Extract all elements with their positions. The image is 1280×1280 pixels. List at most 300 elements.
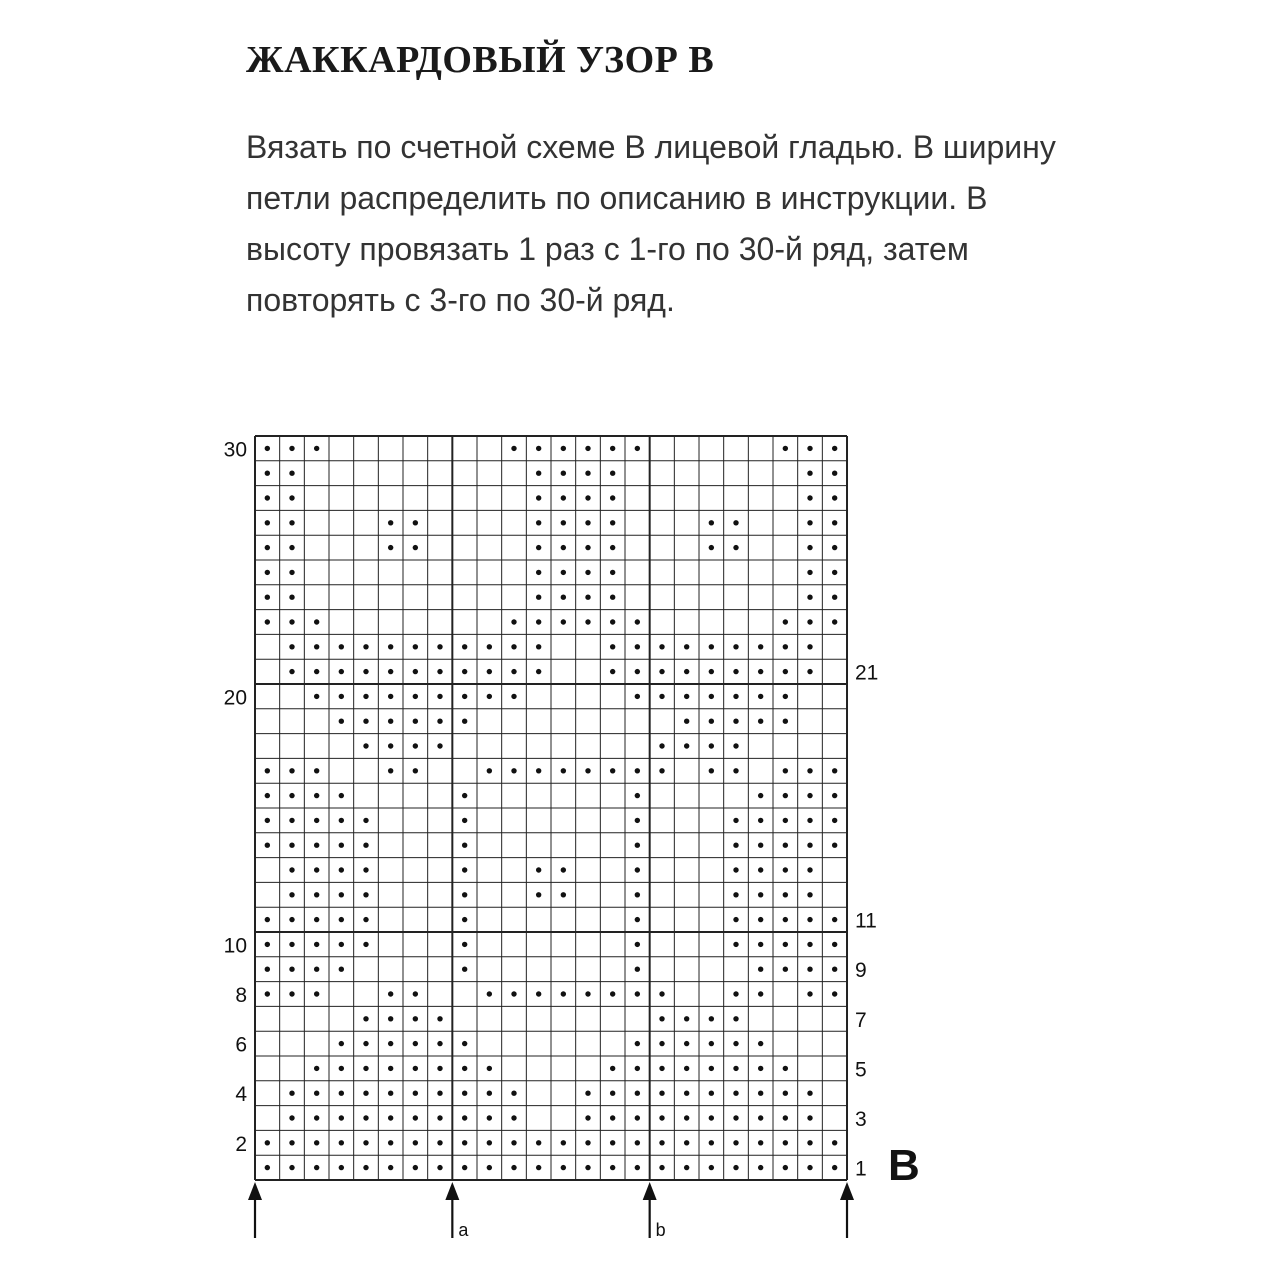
stitch-dot [265, 446, 270, 451]
stitch-dot [709, 1165, 714, 1170]
stitch-dot [635, 619, 640, 624]
stitch-dot [388, 1165, 393, 1170]
stitch-dot [783, 892, 788, 897]
stitch-dot [635, 818, 640, 823]
stitch-dot [635, 892, 640, 897]
stitch-dot [684, 694, 689, 699]
stitch-dot [709, 1115, 714, 1120]
stitch-dot [635, 768, 640, 773]
stitch-dot [289, 942, 294, 947]
stitch-dot [561, 570, 566, 575]
stitch-dot [635, 1041, 640, 1046]
stitch-dot [684, 1115, 689, 1120]
stitch-dot [585, 619, 590, 624]
stitch-dot [783, 1115, 788, 1120]
stitch-dot [733, 719, 738, 724]
stitch-dot [363, 942, 368, 947]
stitch-dot [487, 669, 492, 674]
page-title: ЖАККАРДОВЫЙ УЗОР В [246, 39, 715, 81]
stitch-dot [585, 446, 590, 451]
stitch-dot [733, 545, 738, 550]
stitch-dot [314, 1091, 319, 1096]
stitch-dot [265, 1165, 270, 1170]
stitch-dot [339, 669, 344, 674]
stitch-dot [659, 644, 664, 649]
stitch-dot [388, 768, 393, 773]
stitch-dot [314, 942, 319, 947]
stitch-dot [635, 867, 640, 872]
stitch-dot [684, 1066, 689, 1071]
stitch-dot [511, 669, 516, 674]
stitch-dot [659, 991, 664, 996]
stitch-dot [487, 1066, 492, 1071]
stitch-dot [561, 520, 566, 525]
stitch-dot [388, 1115, 393, 1120]
stitch-dot [487, 768, 492, 773]
stitch-dot [659, 743, 664, 748]
stitch-dot [363, 669, 368, 674]
stitch-dot [462, 793, 467, 798]
stitch-dot [807, 545, 812, 550]
stitch-dot [758, 1140, 763, 1145]
stitch-dot [783, 619, 788, 624]
stitch-dot [807, 892, 812, 897]
repeat-marker-label: a [458, 1220, 469, 1240]
stitch-dot [437, 644, 442, 649]
stitch-dot [314, 967, 319, 972]
stitch-dot [585, 520, 590, 525]
stitch-dot [709, 520, 714, 525]
stitch-dot [659, 694, 664, 699]
stitch-dot [462, 967, 467, 972]
stitch-dot [413, 644, 418, 649]
stitch-dot [339, 1066, 344, 1071]
stitch-dot [363, 1016, 368, 1021]
stitch-dot [511, 446, 516, 451]
row-label-left: 4 [235, 1083, 247, 1107]
stitch-dot [709, 694, 714, 699]
row-label-right: 21 [855, 661, 879, 685]
stitch-dot [585, 768, 590, 773]
stitch-dot [462, 694, 467, 699]
stitch-dot [561, 595, 566, 600]
stitch-dot [758, 991, 763, 996]
stitch-dot [561, 495, 566, 500]
instructions-text: Вязать по счетной схеме В лицевой гладью. В ширину петли распределить по описанию в инструкции. В высоту провязать 1 раз с 1-го по 30-й ряд, затем повторять с 3-го по 30-й ряд. [246, 129, 1056, 318]
stitch-dot [314, 892, 319, 897]
stitch-dot [635, 942, 640, 947]
stitch-dot [413, 991, 418, 996]
stitch-dot [635, 669, 640, 674]
stitch-dot [388, 644, 393, 649]
stitch-dot [511, 694, 516, 699]
stitch-dot [733, 1041, 738, 1046]
stitch-dot [807, 867, 812, 872]
stitch-dot [363, 818, 368, 823]
stitch-dot [832, 1165, 837, 1170]
stitch-dot [585, 1165, 590, 1170]
stitch-dot [487, 991, 492, 996]
stitch-dot [610, 570, 615, 575]
stitch-dot [807, 768, 812, 773]
stitch-dot [413, 545, 418, 550]
stitch-dot [289, 520, 294, 525]
stitch-dot [289, 595, 294, 600]
stitch-dot [561, 471, 566, 476]
stitch-dot [339, 694, 344, 699]
stitch-dot [314, 619, 319, 624]
stitch-dot [733, 917, 738, 922]
stitch-dot [783, 1165, 788, 1170]
stitch-dot [388, 743, 393, 748]
stitch-dot [659, 1165, 664, 1170]
stitch-dot [684, 644, 689, 649]
stitch-dot [536, 1165, 541, 1170]
stitch-dot [462, 917, 467, 922]
stitch-dot [610, 1165, 615, 1170]
stitch-dot [437, 743, 442, 748]
stitch-dot [289, 793, 294, 798]
stitch-dot [289, 1091, 294, 1096]
stitch-dot [783, 644, 788, 649]
stitch-dot [635, 1165, 640, 1170]
stitch-dot [289, 768, 294, 773]
stitch-dot [832, 917, 837, 922]
stitch-dot [783, 843, 788, 848]
stitch-dot [363, 867, 368, 872]
stitch-dot [832, 495, 837, 500]
stitch-dot [314, 446, 319, 451]
stitch-dot [783, 669, 788, 674]
stitch-dot [758, 867, 763, 872]
stitch-dot [339, 867, 344, 872]
stitch-dot [561, 892, 566, 897]
stitch-dot [265, 595, 270, 600]
stitch-dot [832, 471, 837, 476]
stitch-dot [733, 942, 738, 947]
stitch-dot [413, 719, 418, 724]
stitch-dot [462, 719, 467, 724]
stitch-dot [413, 694, 418, 699]
stitch-dot [585, 570, 590, 575]
stitch-dot [807, 1115, 812, 1120]
stitch-dot [265, 793, 270, 798]
stitch-dot [536, 570, 541, 575]
stitch-dot [610, 471, 615, 476]
stitch-dot [437, 1066, 442, 1071]
stitch-dot [536, 595, 541, 600]
stitch-dot [536, 768, 541, 773]
stitch-dot [363, 1041, 368, 1046]
stitch-dot [585, 471, 590, 476]
stitch-dot [610, 545, 615, 550]
stitch-dot [561, 545, 566, 550]
stitch-dot [536, 619, 541, 624]
stitch-dot [462, 644, 467, 649]
stitch-dot [462, 1115, 467, 1120]
stitch-dot [610, 991, 615, 996]
stitch-dot [733, 1066, 738, 1071]
stitch-dot [684, 669, 689, 674]
stitch-dot [807, 595, 812, 600]
stitch-dot [758, 1165, 763, 1170]
stitch-dot [413, 1140, 418, 1145]
stitch-dot [709, 743, 714, 748]
stitch-dot [635, 1091, 640, 1096]
repeat-marker-arrow [445, 1182, 469, 1240]
stitch-dot [807, 942, 812, 947]
stitch-dot [709, 644, 714, 649]
stitch-dot [585, 1115, 590, 1120]
row-label-left: 2 [235, 1132, 247, 1156]
stitch-dot [610, 1091, 615, 1096]
stitch-dot [388, 1041, 393, 1046]
stitch-dot [733, 669, 738, 674]
stitch-dot [511, 1091, 516, 1096]
stitch-dot [832, 768, 837, 773]
stitch-dot [388, 1091, 393, 1096]
stitch-dot [758, 843, 763, 848]
stitch-dot [610, 644, 615, 649]
stitch-dot [659, 1140, 664, 1145]
stitch-dot [289, 644, 294, 649]
stitch-dot [363, 1115, 368, 1120]
row-label-left: 8 [235, 984, 247, 1007]
stitch-dot [635, 1140, 640, 1145]
stitch-dot [783, 942, 788, 947]
stitch-dot [610, 520, 615, 525]
row-label-left: 10 [223, 934, 247, 958]
stitch-dot [758, 1115, 763, 1120]
stitch-dot [832, 843, 837, 848]
stitch-dot [314, 669, 319, 674]
stitch-dot [610, 768, 615, 773]
stitch-dot [339, 917, 344, 922]
stitch-dot [314, 843, 319, 848]
stitch-dot [462, 942, 467, 947]
stitch-dot [265, 495, 270, 500]
stitch-dot [314, 768, 319, 773]
stitch-dot [462, 1091, 467, 1096]
stitch-dot [585, 1091, 590, 1096]
stitch-dot [289, 1115, 294, 1120]
stitch-dot [437, 1115, 442, 1120]
stitch-dot [437, 694, 442, 699]
stitch-dot [437, 719, 442, 724]
stitch-dot [462, 669, 467, 674]
stitch-dot [610, 446, 615, 451]
stitch-dot [733, 991, 738, 996]
stitch-dot [758, 719, 763, 724]
stitch-dot [462, 867, 467, 872]
row-label-left: 30 [223, 438, 247, 462]
stitch-dot [635, 843, 640, 848]
stitch-dot [363, 892, 368, 897]
stitch-dot [289, 1140, 294, 1145]
stitch-dot [733, 694, 738, 699]
stitch-dot [289, 471, 294, 476]
stitch-dot [585, 991, 590, 996]
stitch-dot [363, 1140, 368, 1145]
stitch-dot [314, 867, 319, 872]
stitch-dot [709, 1140, 714, 1145]
stitch-dot [388, 669, 393, 674]
stitch-dot [363, 644, 368, 649]
stitch-dot [709, 1066, 714, 1071]
stitch-dot [610, 619, 615, 624]
stitch-dot [388, 719, 393, 724]
stitch-dot [413, 743, 418, 748]
row-label-left: 6 [235, 1033, 247, 1057]
stitch-dot [265, 942, 270, 947]
stitch-dot [462, 843, 467, 848]
stitch-dot [783, 917, 788, 922]
stitch-dot [832, 1140, 837, 1145]
stitch-dot [511, 991, 516, 996]
stitch-dot [733, 1091, 738, 1096]
stitch-dot [265, 1140, 270, 1145]
stitch-dot [339, 1041, 344, 1046]
stitch-dot [363, 1066, 368, 1071]
stitch-dot [511, 644, 516, 649]
stitch-dot [314, 1165, 319, 1170]
stitch-dot [289, 619, 294, 624]
row-label-right: 1 [855, 1157, 867, 1181]
stitch-dot [462, 892, 467, 897]
stitch-dot [635, 793, 640, 798]
stitch-dot [758, 669, 763, 674]
stitch-dot [339, 644, 344, 649]
stitch-dot [561, 446, 566, 451]
stitch-dot [832, 991, 837, 996]
stitch-dot [413, 1016, 418, 1021]
stitch-dot [363, 743, 368, 748]
stitch-dot [783, 967, 788, 972]
stitch-dot [363, 1091, 368, 1096]
stitch-dot [807, 446, 812, 451]
stitch-dot [487, 694, 492, 699]
stitch-dot [388, 520, 393, 525]
stitch-dot [659, 1016, 664, 1021]
stitch-dot [758, 793, 763, 798]
stitch-dot [807, 570, 812, 575]
stitch-dot [289, 892, 294, 897]
stitch-dot [807, 495, 812, 500]
stitch-dot [265, 768, 270, 773]
stitch-dot [437, 1140, 442, 1145]
stitch-dot [536, 446, 541, 451]
stitch-dot [758, 892, 763, 897]
stitch-dot [511, 619, 516, 624]
stitch-dot [388, 1066, 393, 1071]
stitch-dot [413, 1165, 418, 1170]
stitch-dot [265, 570, 270, 575]
stitch-dot [289, 495, 294, 500]
stitch-dot [733, 818, 738, 823]
stitch-dot [709, 768, 714, 773]
stitch-dot [289, 446, 294, 451]
stitch-dot [635, 917, 640, 922]
stitch-dot [265, 843, 270, 848]
stitch-dot [733, 867, 738, 872]
stitch-dot [561, 867, 566, 872]
stitch-dot [832, 818, 837, 823]
stitch-dot [659, 768, 664, 773]
stitch-dot [388, 1140, 393, 1145]
stitch-dot [487, 1165, 492, 1170]
stitch-dot [363, 694, 368, 699]
stitch-dot [783, 1066, 788, 1071]
stitch-dot [684, 1165, 689, 1170]
stitch-dot [487, 1140, 492, 1145]
stitch-dot [807, 917, 812, 922]
stitch-dot [511, 1140, 516, 1145]
stitch-dot [635, 1066, 640, 1071]
stitch-dot [339, 892, 344, 897]
stitch-dot [807, 967, 812, 972]
stitch-dot [289, 843, 294, 848]
stitch-dot [561, 1140, 566, 1145]
stitch-dot [783, 867, 788, 872]
stitch-dot [314, 1066, 319, 1071]
stitch-dot [635, 694, 640, 699]
stitch-dot [363, 1165, 368, 1170]
stitch-dot [807, 644, 812, 649]
stitch-dot [388, 694, 393, 699]
stitch-dot [684, 743, 689, 748]
stitch-dot [462, 818, 467, 823]
stitch-dot [807, 471, 812, 476]
stitch-dot [659, 1066, 664, 1071]
stitch-dot [832, 595, 837, 600]
stitch-dot [363, 917, 368, 922]
stitch-dot [807, 1140, 812, 1145]
stitch-dot [265, 991, 270, 996]
stitch-dot [684, 1041, 689, 1046]
stitch-dot [462, 1041, 467, 1046]
stitch-dot [487, 1091, 492, 1096]
stitch-dot [289, 867, 294, 872]
stitch-dot [265, 619, 270, 624]
stitch-dot [832, 570, 837, 575]
stitch-dot [733, 1115, 738, 1120]
stitch-dot [462, 1165, 467, 1170]
repeat-marker-label: b [655, 1220, 666, 1240]
stitch-dot [807, 669, 812, 674]
stitch-dot [733, 743, 738, 748]
stitch-dot [758, 1041, 763, 1046]
stitch-dot [635, 991, 640, 996]
stitch-dot [413, 1066, 418, 1071]
stitch-dot [536, 520, 541, 525]
stitch-dot [832, 967, 837, 972]
stitch-dot [363, 843, 368, 848]
stitch-dot [709, 1041, 714, 1046]
stitch-dot [314, 694, 319, 699]
stitch-dot [437, 1041, 442, 1046]
stitch-dot [733, 1165, 738, 1170]
stitch-dot [339, 1091, 344, 1096]
stitch-dot [289, 818, 294, 823]
stitch-dot [807, 1091, 812, 1096]
stitch-dot [339, 1165, 344, 1170]
stitch-dot [733, 644, 738, 649]
stitch-dot [807, 619, 812, 624]
stitch-dot [807, 520, 812, 525]
stitch-dot [536, 644, 541, 649]
row-label-right: 9 [855, 959, 867, 983]
stitch-dot [783, 446, 788, 451]
